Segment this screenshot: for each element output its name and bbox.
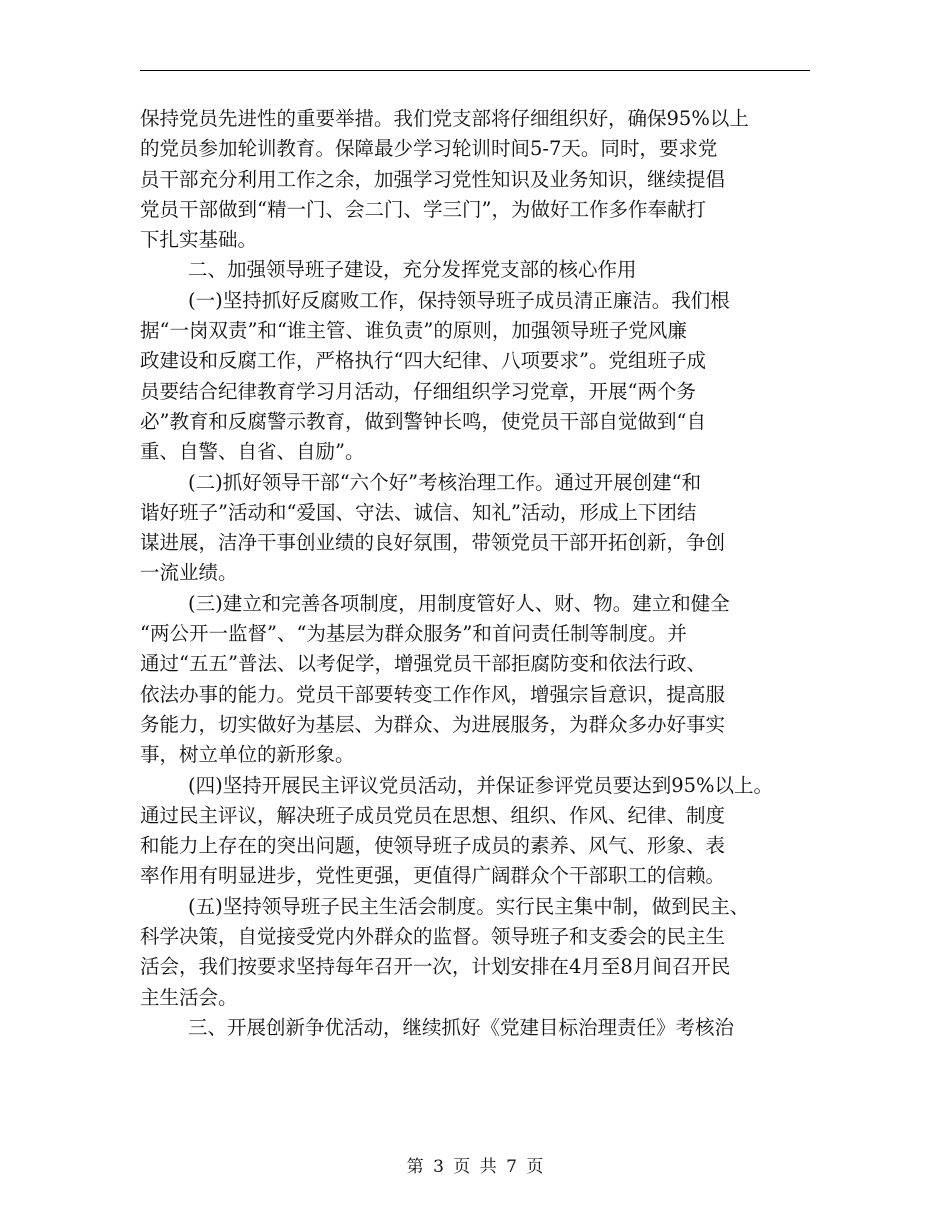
text-line: 政建设和反腐工作，严格执行“四大纪律、八项要求”。党组班子成: [140, 349, 706, 373]
text-line: 必”教育和反腐警示教育，做到警钟长鸣，使党员干部自觉做到“自: [140, 409, 706, 433]
text-line: 主生活会。: [140, 985, 238, 1009]
text-line: 通过民主评议，解决班子成员党员在思想、组织、作风、纪律、制度: [140, 803, 726, 827]
text-line: 谐好班子”活动和“爱国、守法、诚信、知礼”活动，形成上下团结: [140, 500, 697, 524]
text-line: “两公开一监督”、“为基层为群众服务”和首问责任制等制度。并: [140, 622, 687, 646]
document-body: [140, 104, 840, 1043]
text-line: 活会，我们按要求坚持每年召开一次，计划安排在4月至8月间召开民: [140, 955, 731, 979]
paragraph-first-line: (五)坚持领导班子民主生活会制度。实行民主集中制，做到民主、: [188, 894, 750, 918]
text-line: 和能力上存在的突出问题，使领导班子成员的素养、风气、形象、表: [140, 834, 726, 858]
paragraph-first-line: (三)建立和完善各项制度，用制度管好人、财、物。建立和健全: [188, 591, 730, 615]
text-line: 通过“五五”普法、以考促学，增强党员干部拒腐防变和依法行政、: [140, 652, 706, 676]
paragraph-first-line: (四)坚持开展民主评议党员活动，并保证参评党员要达到95%以上。: [188, 773, 774, 797]
text-line: 党员干部做到“精一门、会二门、学三门”，为做好工作多作奉献打: [140, 197, 706, 221]
paragraph-first-line: 三、开展创新争优活动，继续抓好《党建目标治理责任》考核治: [188, 1015, 735, 1039]
text-line: 保持党员先进性的重要举措。我们党支部将仔细组织好，确保95%以上: [140, 107, 749, 130]
header-rule: [140, 70, 810, 71]
text-line: 科学决策，自觉接受党内外群众的监督。领导班子和支委会的民主生: [140, 925, 726, 949]
text-line: 事，树立单位的新形象。: [140, 743, 355, 767]
text-line: 谋进展，洁净干事创业绩的良好氛围，带领党员干部开拓创新，争创: [140, 531, 726, 555]
text-line: 率作用有明显进步，党性更强，更值得广阔群众个干部职工的信赖。: [140, 864, 726, 888]
text-line: 据“一岗双责”和“谁主管、谁负责”的原则，加强领导班子党风廉: [140, 319, 687, 343]
text-line: 员干部充分利用工作之余，加强学习党性知识及业务知识，继续提倡: [140, 167, 726, 191]
text-line: 一流业绩。: [140, 561, 238, 585]
text-line: 下扎实基础。: [140, 228, 258, 252]
paragraph-first-line: 二、加强领导班子建设，充分发挥党支部的核心作用: [188, 258, 637, 282]
text-line: 的党员参加轮训教育。保障最少学习轮训时间5-7天。同时，要求党: [140, 137, 718, 161]
page-footer: 第 3 页 共 7 页: [406, 1157, 544, 1177]
paragraph-first-line: (二)抓好领导干部“六个好”考核治理工作。通过开展创建“和: [188, 470, 702, 494]
paragraph-first-line: (一)坚持抓好反腐败工作，保持领导班子成员清正廉洁。我们根: [188, 288, 730, 312]
text-line: 务能力，切实做好为基层、为群众、为进展服务，为群众多办好事实: [140, 712, 726, 736]
text-line: 重、自警、自省、自励”。: [140, 440, 365, 464]
text-line: 员要结合纪律教育学习月活动，仔细组织学习党章，开展“两个务: [140, 379, 696, 403]
text-line: 依法办事的能力。党员干部要转变工作作风，增强宗旨意识，提高服: [140, 682, 726, 706]
